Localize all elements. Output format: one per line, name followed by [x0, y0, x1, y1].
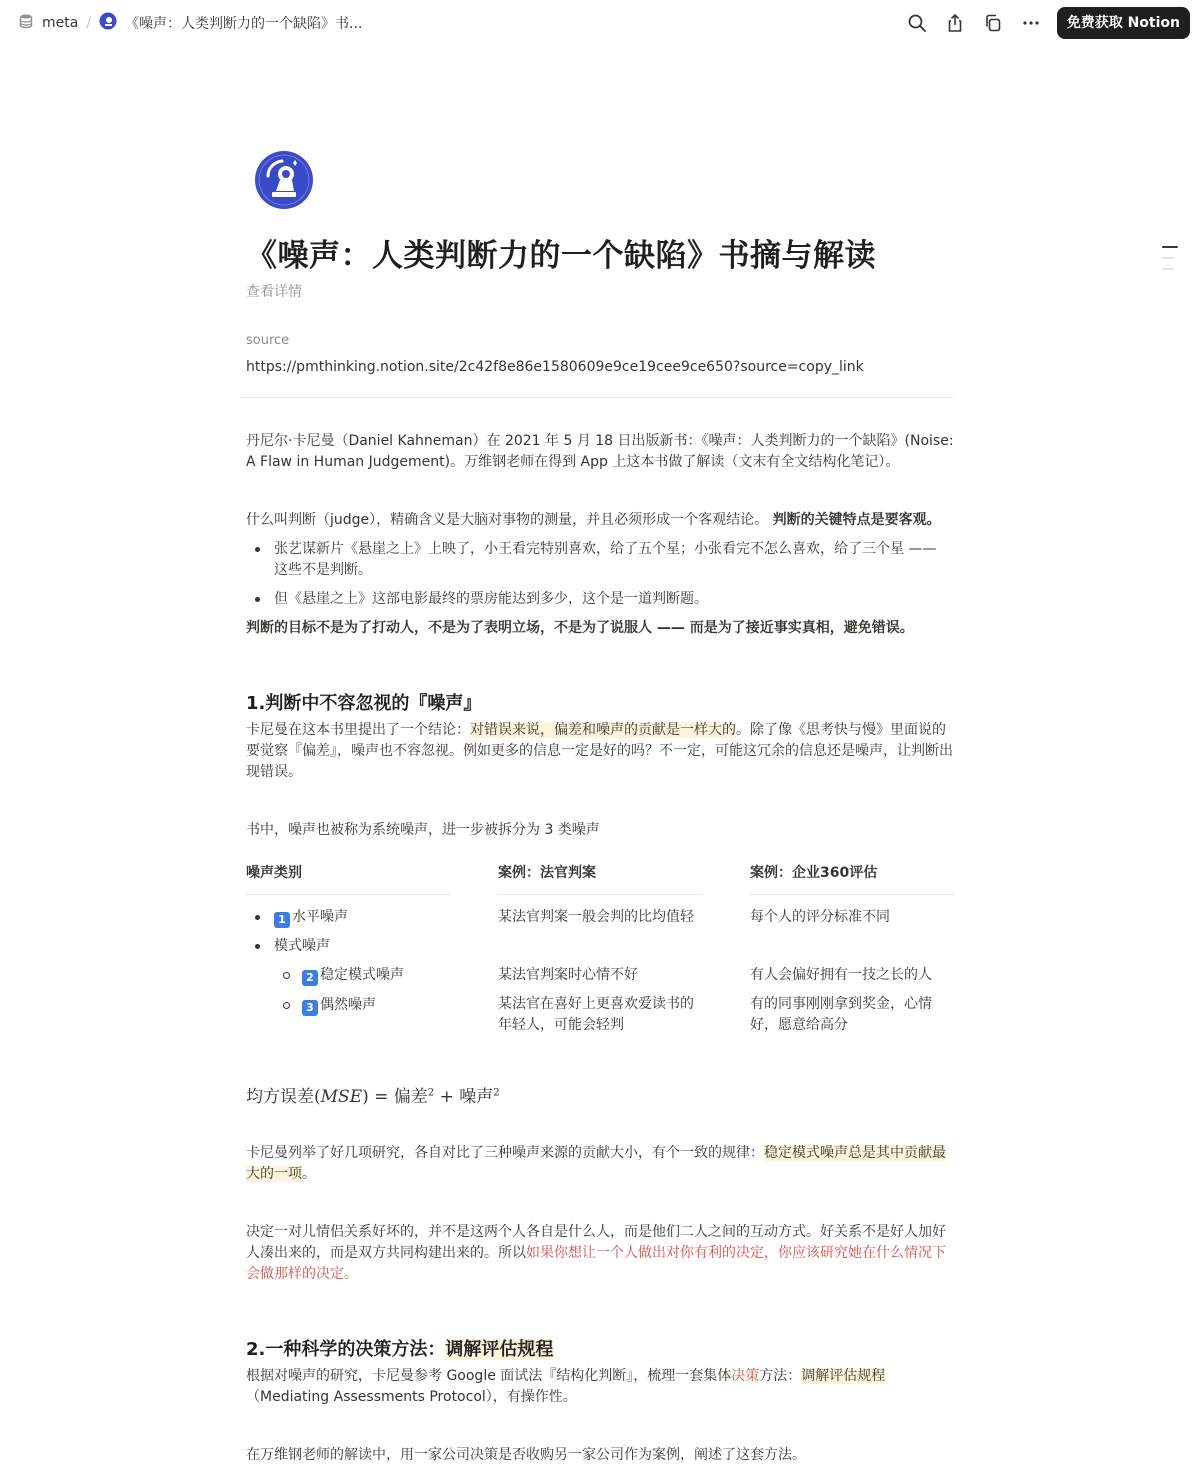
- formula-mid: ) = 偏差: [362, 1087, 428, 1107]
- column-divider: [246, 894, 450, 895]
- column-header-eval: [750, 863, 954, 884]
- method-paragraph: [246, 1366, 954, 1408]
- noise-type-label: 模式噪声: [274, 938, 330, 954]
- highlight-text: 稳定模式噪声总是其中贡献最大的一项: [246, 1145, 946, 1182]
- breadcrumb-workspace[interactable]: meta: [42, 15, 79, 31]
- highlight-text: 调解评估规程: [801, 1368, 886, 1384]
- heading-method: [246, 1335, 553, 1361]
- heading-noise: 1.判断中不容忽视的『噪声』: [246, 693, 482, 714]
- top-actions: [905, 7, 1190, 39]
- property-name: source: [246, 333, 290, 348]
- noise-type-label: 偶然噪声: [320, 997, 376, 1013]
- highlight-text: 调解评估规程: [445, 1339, 554, 1360]
- keycap-two-icon: 2: [302, 970, 318, 986]
- heading-text: 2.一种科学的决策方法：: [246, 1339, 446, 1360]
- duplicate-icon[interactable]: [981, 11, 1005, 35]
- judge-case: 某法官在喜好上更喜欢爱读书的年轻人，可能会轻判: [498, 996, 694, 1033]
- column-header: 噪声类别: [246, 865, 302, 881]
- text: 。除了像《思考快与慢》里面说的要觉察『偏差』，噪声也不容忽视。例如更多的信息一定是好的吗？不一定，可能这冗余的信息还是噪声，让判断出现错误。: [246, 722, 953, 780]
- red-text: 决策: [731, 1368, 760, 1384]
- column-header-judge: [498, 863, 702, 884]
- formula-plus: + 噪声: [434, 1087, 494, 1107]
- judge-definition: [246, 510, 954, 531]
- share-icon[interactable]: [943, 11, 967, 35]
- page-logo-icon[interactable]: [254, 150, 314, 210]
- formula-square: 2: [427, 1087, 435, 1099]
- relationship-paragraph: [246, 1222, 954, 1285]
- database-icon: [18, 13, 34, 33]
- case-paragraph: 在万维钢老师的解读中，用一家公司决策是否收购另一家公司作为案例，阐述了这套方法。: [246, 1447, 806, 1463]
- page-outline[interactable]: [1162, 246, 1178, 279]
- eval-case: 有的同事刚刚拿到奖金，心情好，愿意给高分: [750, 996, 932, 1033]
- noise-paragraph: [246, 720, 954, 783]
- bullet-dot: [255, 944, 260, 949]
- breadcrumb-separator: /: [86, 15, 92, 31]
- noise-split-paragraph: 书中，噪声也被称为系统噪声，进一步被拆分为 3 类噪声: [246, 822, 600, 838]
- column-header: 案例：企业360评估: [750, 865, 878, 881]
- keycap-three-icon: 3: [302, 1000, 318, 1016]
- sub-bullet-circle: [283, 972, 290, 979]
- text: （Mediating Assessments Protocol），有操作性。: [246, 1389, 577, 1405]
- bullet-dot: [255, 597, 260, 602]
- more-icon[interactable]: [1019, 11, 1043, 35]
- noise-type-label: 水平噪声: [292, 909, 348, 925]
- eval-case: 每个人的评分标准不同: [750, 909, 890, 925]
- text: 根据对噪声的研究，卡尼曼参考 Google 面试法『结构化判断』，梳理一套集体: [246, 1368, 732, 1384]
- breadcrumb: [18, 12, 362, 34]
- outline-marker[interactable]: [1162, 257, 1174, 259]
- get-notion-button[interactable]: 免费获取 Notion: [1057, 7, 1190, 39]
- formula-square: 2: [493, 1087, 500, 1099]
- view-details-link[interactable]: 查看详情: [246, 284, 302, 300]
- keycap-one-icon: 1: [274, 912, 290, 928]
- highlight-text: 对错误来说，偏差和噪声的贡献是一样大的: [470, 722, 736, 738]
- top-bar: [0, 0, 1200, 44]
- page-title: 《噪声：人类判断力的一个缺陷》书摘与解读: [246, 238, 876, 274]
- list-item-text: [302, 995, 450, 1016]
- source-url[interactable]: https://pmthinking.notion.site/2c42f8e86e1580609e9ce19cee9ce650?source=copy_link: [246, 359, 864, 375]
- list-item-text: [274, 907, 450, 928]
- breadcrumb-page[interactable]: 《噪声：人类判断力的一个缺陷》书...: [125, 16, 363, 32]
- list-item-text: 张艺谋新片《悬崖之上》上映了，小王看完特别喜欢，给了五个星；小张看完不怎么喜欢，给了三个星 —— 这些不是判断。: [274, 541, 937, 578]
- intro-paragraph: 丹尼尔·卡尼曼（Daniel Kahneman）在 2021 年 5 月 18 日出版新书：《噪声：人类判断力的一个缺陷》(Noise: A Flaw in Human Judgement)。万维钢老师在得到 App 上这本书做了解读（文末有全文结构化笔记）。: [246, 433, 954, 470]
- bullet-dot: [255, 915, 260, 920]
- text: 卡尼曼列举了好几项研究，各自对比了三种噪声来源的贡献大小，有个一致的规律：: [246, 1145, 764, 1161]
- judge-key-point: 判断的关键特点是要客观。: [772, 512, 941, 528]
- text: 。: [302, 1166, 316, 1182]
- column-header: 案例：法官判案: [498, 865, 596, 881]
- text: 方法：: [759, 1368, 802, 1384]
- text: 卡尼曼在这本书里提出了一个结论：: [246, 722, 470, 738]
- judge-definition-text: 什么叫判断（judge），精确含义是大脑对事物的测量，并且必须形成一个客观结论。: [246, 512, 769, 528]
- bullet-dot: [255, 547, 260, 552]
- list-item-text: [302, 965, 450, 986]
- column-divider: [750, 894, 954, 895]
- divider: [240, 397, 954, 398]
- eval-case: 有人会偏好拥有一技之长的人: [750, 967, 932, 983]
- study-paragraph: [246, 1143, 954, 1185]
- formula-mse: MSE: [320, 1087, 363, 1107]
- outline-marker[interactable]: [1162, 246, 1178, 248]
- page-logo-icon: [99, 12, 117, 34]
- mse-formula: [246, 1082, 500, 1107]
- column-header-type: [246, 863, 450, 884]
- formula-lhs: 均方误差(: [246, 1087, 321, 1107]
- judge-case: 某法官判案一般会判的比均值轻: [498, 909, 694, 925]
- judge-case: 某法官判案时心情不好: [498, 967, 638, 983]
- search-icon[interactable]: [905, 11, 929, 35]
- list-item-text: 但《悬崖之上》这部电影最终的票房能达到多少，这个是一道判断题。: [274, 591, 708, 607]
- judge-goal: 判断的目标不是为了打动人，不是为了表明立场，不是为了说服人 —— 而是为了接近事实真相，避免错误。: [246, 620, 914, 636]
- text: 决定一对儿情侣关系好坏的，并不是这两个人各自是什么人，而是他们二人之间的互动方式。好关系不是好人加好人凑出来的，而是双方共同构建出来的。所以: [246, 1224, 946, 1261]
- column-divider: [498, 894, 702, 895]
- noise-type-label: 稳定模式噪声: [320, 967, 404, 983]
- outline-marker[interactable]: [1162, 268, 1174, 270]
- red-text: 如果你想让一个人做出对你有利的决定，你应该研究她在什么情况下会做那样的决定。: [246, 1245, 946, 1282]
- sub-bullet-circle: [283, 1002, 290, 1009]
